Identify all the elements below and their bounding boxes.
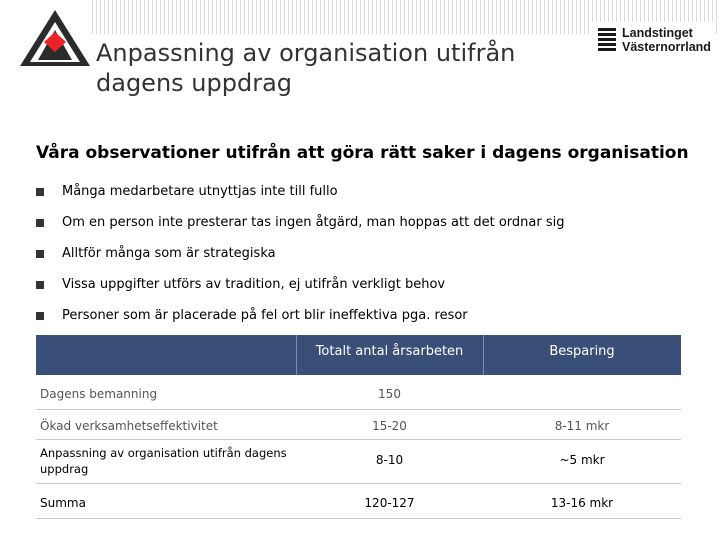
bullet-item xyxy=(36,207,564,238)
square-bullet-icon xyxy=(36,219,44,227)
square-bullet-icon xyxy=(36,312,44,320)
row-divider xyxy=(36,409,681,410)
bullet-text: Vissa uppgifter utförs av tradition, ej utifrån verkligt behov xyxy=(62,277,446,292)
corner-logo-area xyxy=(8,0,90,72)
row-saving: 8-11 mkr xyxy=(554,419,610,433)
row-divider xyxy=(36,483,681,484)
shield-stripes-icon xyxy=(598,28,616,54)
bullet-text: Personer som är placerade på fel ort blir ineffektiva pga. resor xyxy=(62,308,468,323)
table-header xyxy=(36,335,681,375)
header-saving: Besparing xyxy=(549,344,615,359)
row-saving: ~5 mkr xyxy=(559,453,605,467)
org-name xyxy=(622,26,711,54)
row-total: 150 xyxy=(378,387,401,401)
bullet-list xyxy=(36,176,564,331)
row-label: Ökad verksamhetseffektivitet xyxy=(40,419,218,433)
bullet-item xyxy=(36,269,564,300)
bullet-text: Alltför många som är strategiska xyxy=(62,246,276,261)
square-bullet-icon xyxy=(36,250,44,258)
square-bullet-icon xyxy=(36,281,44,289)
triangle-diamond-logo-icon xyxy=(18,8,92,68)
bullet-item xyxy=(36,176,564,207)
row-total: 120-127 xyxy=(364,496,415,510)
savings-table xyxy=(36,335,681,519)
bullet-text: Många medarbetare utnyttjas inte till fullo xyxy=(62,184,338,199)
bullet-text: Om en person inte presterar tas ingen åtgärd, man hoppas att det ordnar sig xyxy=(62,215,565,230)
row-divider xyxy=(36,439,681,440)
org-name-line2: Västernorrland xyxy=(622,40,711,54)
bullet-item xyxy=(36,300,564,331)
row-label: Dagens bemanning xyxy=(40,387,158,401)
row-label: Anpassning av organisation utifrån dagens uppdrag xyxy=(40,446,287,476)
row-divider xyxy=(36,518,681,519)
org-name-line1: Landstinget xyxy=(622,26,693,40)
header-total: Totalt antal årsarbeten xyxy=(315,344,464,359)
row-label: Summa xyxy=(40,496,86,510)
row-total: 15-20 xyxy=(372,419,407,433)
bullet-item xyxy=(36,238,564,269)
row-saving: 13-16 mkr xyxy=(550,496,614,510)
row-total: 8-10 xyxy=(375,453,404,467)
square-bullet-icon xyxy=(36,188,44,196)
slide-subtitle: Våra observationer utifrån att göra rätt saker i dagens organisation xyxy=(36,143,689,163)
slide-title: Anpassning av organisation utifrån dagens uppdrag xyxy=(96,39,516,97)
org-logo xyxy=(592,22,716,58)
